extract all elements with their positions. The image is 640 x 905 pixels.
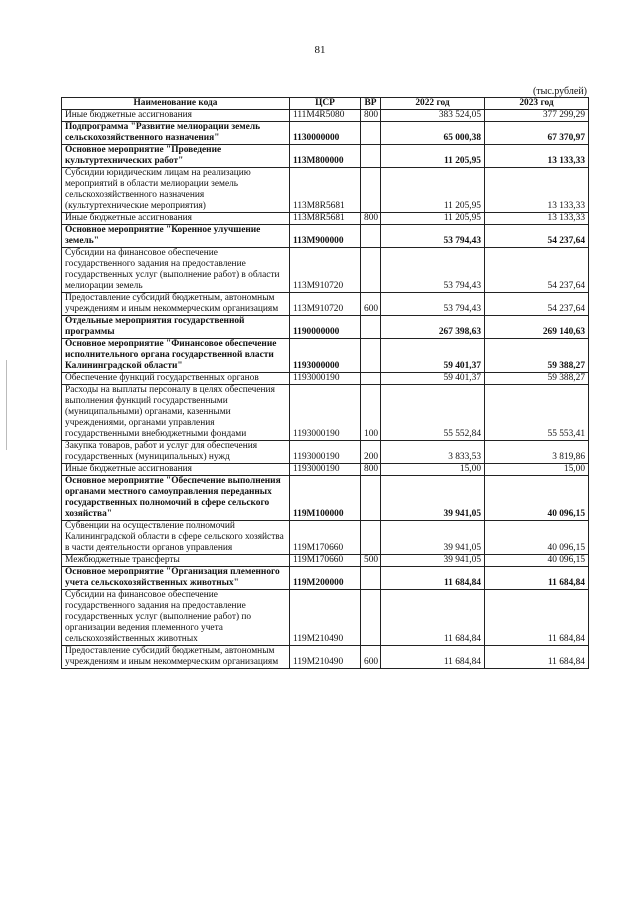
row-vr-cell [361,590,381,646]
units-label: (тыс.рублей) [532,86,587,97]
row-2023-cell: 377 299,29 [485,110,589,122]
table-row [62,441,589,464]
row-2022-cell: 39 941,05 [381,476,485,521]
row-2022-cell: 11 205,95 [381,145,485,168]
row-name-cell: Основное мероприятие "Финансовое обеспечение исполнительного органа государственной власти Калининградской области" [62,339,290,373]
row-2023-cell: 15,00 [485,464,589,476]
budget-table [61,97,589,669]
row-name-cell: Субсидии на финансовое обеспечение государственного задания на предоставление государственных услуг (выполнение работ) в области мелиорации земель [62,248,290,293]
row-csr-cell: 113M8R5681 [290,168,361,213]
row-vr-cell: 200 [361,441,381,464]
row-2022-cell: 11 684,84 [381,646,485,669]
row-2023-cell: 54 237,64 [485,293,589,316]
row-name-cell: Закупка товаров, работ и услуг для обеспечения государственных (муниципальных) нужд [62,441,290,464]
row-csr-cell: 113M800000 [290,145,361,168]
row-2022-cell: 383 524,05 [381,110,485,122]
row-name-cell: Межбюджетные трансферты [62,555,290,567]
table-row [62,464,589,476]
row-name-cell: Субсидии на финансовое обеспечение государственного задания на предоставление государственных услуг (выполнение работ) по организации ведения племенного учета сельскохозяйственных животных [62,590,290,646]
row-2022-cell: 65 000,38 [381,122,485,145]
header-2023: 2023 год [485,98,589,110]
row-vr-cell: 100 [361,385,381,441]
row-vr-cell [361,145,381,168]
table-row [62,293,589,316]
row-csr-cell: 119M170660 [290,555,361,567]
row-name-cell: Иные бюджетные ассигнования [62,110,290,122]
row-2023-cell: 11 684,84 [485,646,589,669]
row-csr-cell: 1190000000 [290,316,361,339]
table-row [62,521,589,555]
row-name-cell: Расходы на выплаты персоналу в целях обеспечения выполнения функций государственными (муниципальными) органами, казенными учреждениями, органами управления государственными внебюджетными фондами [62,385,290,441]
table-row [62,385,589,441]
table-row [62,567,589,590]
row-vr-cell: 600 [361,293,381,316]
row-csr-cell: 1193000000 [290,339,361,373]
row-vr-cell: 800 [361,464,381,476]
row-name-cell: Подпрограмма "Развитие мелиорации земель сельскохозяйственного назначения" [62,122,290,145]
row-2022-cell: 59 401,37 [381,339,485,373]
row-csr-cell: 1193000190 [290,464,361,476]
row-name-cell: Иные бюджетные ассигнования [62,213,290,225]
header-vr: ВР [361,98,381,110]
row-vr-cell [361,168,381,213]
row-csr-cell: 113M910720 [290,293,361,316]
row-csr-cell: 1193000190 [290,385,361,441]
row-name-cell: Предоставление субсидий бюджетным, автономным учреждениям и иным некоммерческим организациям [62,293,290,316]
row-2022-cell: 15,00 [381,464,485,476]
row-2022-cell: 53 794,43 [381,293,485,316]
table-row [62,225,589,248]
table-row [62,168,589,213]
row-vr-cell [361,248,381,293]
table-row [62,248,589,293]
table-row [62,145,589,168]
row-vr-cell [361,373,381,385]
row-2022-cell: 3 833,53 [381,441,485,464]
row-vr-cell [361,122,381,145]
row-2023-cell: 11 684,84 [485,567,589,590]
row-csr-cell: 119M100000 [290,476,361,521]
row-vr-cell: 800 [361,110,381,122]
row-csr-cell: 1193000190 [290,441,361,464]
header-csr: ЦСР [290,98,361,110]
row-2023-cell: 54 237,64 [485,225,589,248]
row-vr-cell [361,521,381,555]
row-2023-cell: 40 096,15 [485,476,589,521]
row-csr-cell: 119M200000 [290,567,361,590]
row-2023-cell: 54 237,64 [485,248,589,293]
row-2023-cell: 40 096,15 [485,521,589,555]
header-name: Наименование кода [62,98,290,110]
row-2023-cell: 3 819,86 [485,441,589,464]
table-row [62,122,589,145]
row-vr-cell [361,339,381,373]
row-name-cell: Обеспечение функций государственных органов [62,373,290,385]
row-name-cell: Основное мероприятие "Обеспечение выполнения органами местного самоуправления переданных государственных полномочий в сфере сельского хозяйства" [62,476,290,521]
row-2023-cell: 55 553,41 [485,385,589,441]
row-vr-cell [361,476,381,521]
row-name-cell: Основное мероприятие "Проведение культуртехнических работ" [62,145,290,168]
row-2022-cell: 11 684,84 [381,590,485,646]
table-row [62,476,589,521]
row-vr-cell [361,567,381,590]
row-csr-cell: 119M170660 [290,521,361,555]
row-2023-cell: 13 133,33 [485,213,589,225]
row-name-cell: Иные бюджетные ассигнования [62,464,290,476]
row-2023-cell: 269 140,63 [485,316,589,339]
table-row [62,373,589,385]
table-row [62,110,589,122]
table-row [62,590,589,646]
table-row [62,646,589,669]
row-csr-cell: 1193000190 [290,373,361,385]
row-csr-cell: 119M210490 [290,590,361,646]
row-vr-cell [361,225,381,248]
row-name-cell: Субвенции на осуществление полномочий Калининградской области в сфере сельского хозяйства в части деятельности органов управления [62,521,290,555]
row-2023-cell: 59 388,27 [485,339,589,373]
row-2023-cell: 67 370,97 [485,122,589,145]
table-body [62,110,589,669]
row-2023-cell: 13 133,33 [485,168,589,213]
row-csr-cell: 111M4R5080 [290,110,361,122]
table-row [62,213,589,225]
row-vr-cell [361,316,381,339]
row-name-cell: Предоставление субсидий бюджетным, автономным учреждениям и иным некоммерческим организациям [62,646,290,669]
row-2022-cell: 11 205,95 [381,213,485,225]
row-name-cell: Субсидии юридическим лицам на реализацию мероприятий в области мелиорации земель сельскохозяйственного назначения (культуртехнические мероприятия) [62,168,290,213]
row-2023-cell: 40 096,15 [485,555,589,567]
row-vr-cell: 500 [361,555,381,567]
row-vr-cell: 800 [361,213,381,225]
row-2022-cell: 39 941,05 [381,555,485,567]
row-2022-cell: 11 205,95 [381,168,485,213]
row-2023-cell: 13 133,33 [485,145,589,168]
row-2022-cell: 53 794,43 [381,248,485,293]
row-csr-cell: 113M900000 [290,225,361,248]
row-2023-cell: 11 684,84 [485,590,589,646]
row-name-cell: Отдельные мероприятия государственной программы [62,316,290,339]
table-row [62,316,589,339]
row-csr-cell: 113M8R5681 [290,213,361,225]
row-name-cell: Основное мероприятие "Коренное улучшение земель" [62,225,290,248]
header-2022: 2022 год [381,98,485,110]
row-2022-cell: 267 398,63 [381,316,485,339]
page-number: 81 [314,44,326,56]
scan-edge-mark [6,360,7,450]
row-2022-cell: 11 684,84 [381,567,485,590]
table-row [62,555,589,567]
row-csr-cell: 119M210490 [290,646,361,669]
row-csr-cell: 1130000000 [290,122,361,145]
row-vr-cell: 600 [361,646,381,669]
row-2022-cell: 55 552,84 [381,385,485,441]
row-2023-cell: 59 388,27 [485,373,589,385]
row-name-cell: Основное мероприятие "Организация племенного учета сельскохозяйственных животных" [62,567,290,590]
row-2022-cell: 39 941,05 [381,521,485,555]
row-csr-cell: 113M910720 [290,248,361,293]
table-header-row [62,98,589,110]
row-2022-cell: 53 794,43 [381,225,485,248]
row-2022-cell: 59 401,37 [381,373,485,385]
table-row [62,339,589,373]
